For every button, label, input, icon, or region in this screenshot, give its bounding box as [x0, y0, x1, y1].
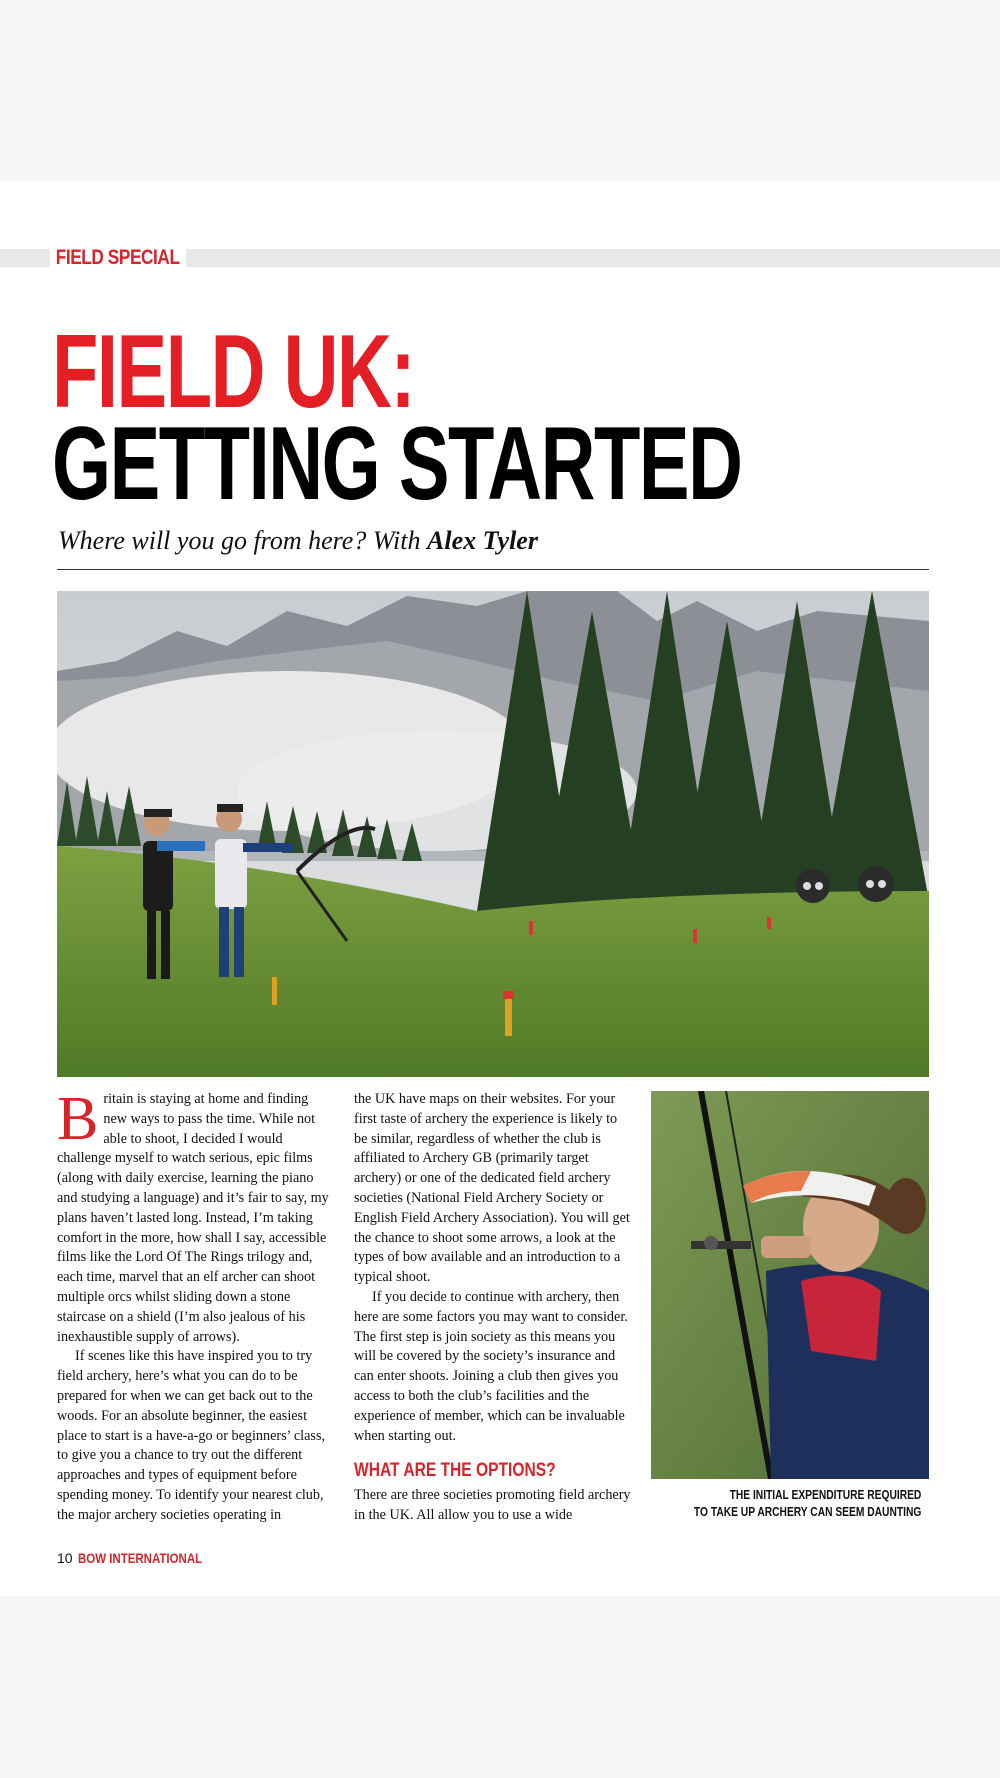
- paragraph-3: the UK have maps on their websites. For your first taste of archery the experience is likely to be similar, regardless of whether the club is affiliated to Archery GB (primarily target archery) or one of the dedicated field archery societies (National Field Archery Society or English Field Archery Association). You will get the chance to shoot some arrows, a look at the types of bow available and an introduction to a typical shoot.: [354, 1091, 630, 1286]
- subtitle-text: Where will you go from here? With: [58, 526, 421, 555]
- section-label: FIELD SPECIAL: [50, 245, 186, 271]
- paragraph-1: [57, 1085, 331, 1347]
- page-number: 10: [57, 1550, 73, 1566]
- paragraph-5: There are three societies promoting field archery in the UK. All allow you to use a wide: [354, 1487, 631, 1524]
- publication-name: BOW INTERNATIONAL: [78, 1550, 203, 1566]
- paragraph-2: If scenes like this have inspired you to try field archery, here’s what you can do to be prepared for when we can get back out to the woods. For an absolute beginner, the easiest place to start is a have-a-go or beginners’ class, to give you a chance to try out the different approaches and types of equipment before spending money. To identify your nearest club, the major archery societies operating in: [57, 1348, 326, 1523]
- author-name: Alex Tyler: [427, 526, 538, 555]
- drop-cap: B: [57, 1085, 99, 1153]
- page-footer: [57, 1550, 230, 1566]
- hero-photo: [57, 591, 929, 1077]
- section-heading: WHAT ARE THE OPTIONS?: [354, 1460, 556, 1482]
- title-rule: [57, 569, 929, 570]
- paragraph-1-text: ritain is staying at home and finding new ways to pass the time. While not able to shoot, I decided I would challenge myself to watch serious, epic films (along with daily exercise, learning the piano and studying a language) and it’s fair to say, my plans haven’t lasted long. Instead, I’m taking comfort in the more, how shall I say, accessible films like the Lord Of The Rings trilogy and, each time, marvel that an elf archer can shoot multiple orcs whilst sliding down a stone staircase on a shield (I’m also jealous of his inexhaustible supply of arrows).: [57, 1091, 329, 1345]
- side-photo: [651, 1091, 929, 1479]
- subtitle: [58, 526, 538, 556]
- caption-line-1: THE INITIAL EXPENDITURE REQUIRED: [729, 1488, 921, 1502]
- body-column-2: [354, 1090, 632, 1526]
- photo-caption: [644, 1487, 921, 1521]
- title-line-2: GETTING STARTED: [52, 406, 742, 522]
- body-column-1: [57, 1085, 331, 1526]
- caption-line-2: TO TAKE UP ARCHERY CAN SEEM DAUNTING: [693, 1505, 921, 1519]
- paragraph-4: If you decide to continue with archery, then here are some factors you may want to consider. The first step is join society as this means you will be covered by the society’s insurance and can enter shoots. Joining a club then gives you access to both the club’s facilities and the experience of member, which can be invaluable when starting out.: [354, 1288, 628, 1444]
- title-line-1: FIELD UK:: [52, 314, 415, 430]
